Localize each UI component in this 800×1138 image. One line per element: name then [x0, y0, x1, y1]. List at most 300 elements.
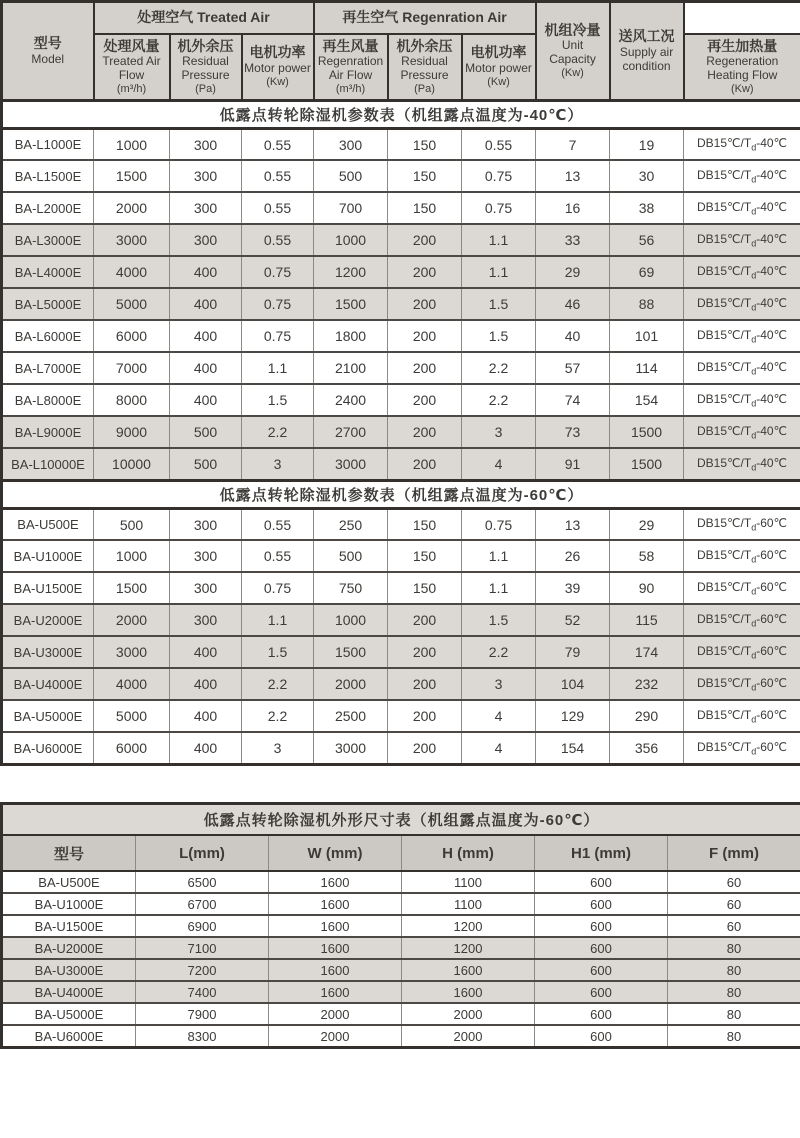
column-header — [242, 34, 314, 101]
column-header-unit: (Pa) — [195, 82, 216, 95]
table-row — [2, 256, 800, 288]
column-header-zh: 电机功率 — [249, 44, 306, 61]
dimension-column-header: 型号 — [2, 835, 136, 871]
value-cell: 0.75 — [462, 160, 536, 192]
value-cell: 104 — [536, 668, 610, 700]
supply-post: -40℃ — [756, 232, 788, 247]
value-cell: 1200 — [402, 915, 535, 937]
value-cell: 30 — [610, 160, 684, 192]
value-cell: 500 — [170, 448, 242, 480]
supply-subscript: d — [751, 462, 757, 473]
value-cell: 7200 — [136, 959, 269, 981]
column-header-zh: 再生风量 — [322, 37, 379, 54]
table-row — [2, 915, 800, 937]
column-header — [94, 34, 170, 101]
model-cell: BA-U500E — [2, 871, 136, 893]
value-cell: 1000 — [314, 604, 388, 636]
value-cell: 1.1 — [242, 604, 314, 636]
supply-condition-cell — [684, 508, 800, 540]
table-row — [2, 288, 800, 320]
value-cell: 1500 — [314, 636, 388, 668]
value-cell: 60 — [668, 871, 800, 893]
model-cell: BA-L9000E — [2, 416, 94, 448]
model-cell: BA-L3000E — [2, 224, 94, 256]
value-cell: 400 — [170, 352, 242, 384]
model-cell: BA-L4000E — [2, 256, 94, 288]
supply-subscript: d — [751, 142, 757, 153]
value-cell: 2000 — [314, 668, 388, 700]
supply-subscript: d — [751, 554, 757, 565]
value-cell: 1500 — [94, 160, 170, 192]
column-header — [388, 34, 462, 101]
table-row — [2, 448, 800, 480]
table-row — [2, 508, 800, 540]
table-row — [2, 636, 800, 668]
spec-table-body — [2, 100, 800, 764]
model-cell: BA-U1500E — [2, 915, 136, 937]
value-cell: 400 — [170, 636, 242, 668]
value-cell: 400 — [170, 700, 242, 732]
table-row — [2, 604, 800, 636]
model-cell: BA-U500E — [2, 508, 94, 540]
supply-subscript: d — [751, 618, 757, 629]
table-row — [2, 540, 800, 572]
value-cell: 1500 — [610, 448, 684, 480]
value-cell: 0.55 — [242, 540, 314, 572]
value-cell: 52 — [536, 604, 610, 636]
supply-pre: DB15℃/T — [697, 328, 752, 343]
value-cell: 750 — [314, 572, 388, 604]
value-cell: 1.5 — [462, 320, 536, 352]
column-header-unit: (Kw) — [487, 75, 510, 88]
unit-capacity-en: Unit Capacity — [549, 38, 596, 67]
value-cell: 56 — [610, 224, 684, 256]
model-cell: BA-L5000E — [2, 288, 94, 320]
value-cell: 3000 — [94, 636, 170, 668]
value-cell: 2.2 — [462, 384, 536, 416]
supply-post: -60℃ — [756, 739, 788, 754]
supply-post: -40℃ — [756, 424, 788, 439]
value-cell: 150 — [388, 128, 462, 160]
dimension-title-row — [2, 803, 800, 835]
model-cell: BA-U5000E — [2, 1003, 136, 1025]
supply-condition-cell — [684, 540, 800, 572]
supply-post: -40℃ — [756, 168, 788, 183]
value-cell: 101 — [610, 320, 684, 352]
supply-condition-en: Supply air condition — [619, 44, 674, 73]
value-cell: 600 — [535, 1025, 668, 1047]
column-header-en: Residual Pressure — [400, 54, 449, 82]
model-cell: BA-L7000E — [2, 352, 94, 384]
value-cell: 0.75 — [462, 508, 536, 540]
section-title-row — [2, 480, 800, 508]
supply-pre: DB15℃/T — [697, 200, 752, 215]
value-cell: 39 — [536, 572, 610, 604]
table-row — [2, 959, 800, 981]
supply-subscript: d — [751, 430, 757, 441]
unit-capacity-unit: (Kw) — [561, 66, 584, 79]
value-cell: 600 — [535, 1003, 668, 1025]
column-header-unit: (Pa) — [414, 82, 435, 95]
value-cell: 29 — [610, 508, 684, 540]
value-cell: 200 — [388, 416, 462, 448]
value-cell: 1600 — [269, 959, 402, 981]
supply-subscript: d — [751, 366, 757, 377]
value-cell: 400 — [170, 668, 242, 700]
table-row — [2, 981, 800, 1003]
supply-pre: DB15℃/T — [697, 296, 752, 311]
supply-condition-cell — [684, 416, 800, 448]
table-row — [2, 320, 800, 352]
value-cell: 600 — [535, 915, 668, 937]
group-header-regeneration-air — [314, 2, 536, 34]
value-cell: 13 — [536, 160, 610, 192]
model-column-header — [2, 2, 94, 101]
supply-condition-cell — [684, 160, 800, 192]
value-cell: 200 — [388, 448, 462, 480]
dimension-table-title: 低露点转轮除湿机外形尺寸表（机组露点温度为-60℃） — [2, 803, 800, 835]
section-title-row — [2, 100, 800, 128]
value-cell: 0.55 — [242, 192, 314, 224]
value-cell: 1.1 — [462, 540, 536, 572]
value-cell: 91 — [536, 448, 610, 480]
value-cell: 300 — [170, 508, 242, 540]
supply-subscript: d — [751, 302, 757, 313]
column-header-unit: (Kw) — [266, 75, 289, 88]
value-cell: 7 — [536, 128, 610, 160]
column-header-zh: 机外余压 — [177, 37, 234, 54]
value-cell: 5000 — [94, 288, 170, 320]
column-header-zh: 处理风量 — [103, 37, 160, 54]
value-cell: 88 — [610, 288, 684, 320]
supply-subscript: d — [751, 682, 757, 693]
value-cell: 0.55 — [242, 508, 314, 540]
value-cell: 400 — [170, 288, 242, 320]
value-cell: 13 — [536, 508, 610, 540]
table-row — [2, 1003, 800, 1025]
value-cell: 58 — [610, 540, 684, 572]
value-cell: 6700 — [136, 893, 269, 915]
supply-post: -40℃ — [756, 200, 788, 215]
table-row — [2, 732, 800, 764]
value-cell: 4 — [462, 448, 536, 480]
model-cell: BA-U1000E — [2, 540, 94, 572]
value-cell: 0.75 — [462, 192, 536, 224]
section-title: 低露点转轮除湿机参数表（机组露点温度为-40℃） — [2, 100, 800, 128]
spec-header-row-1 — [2, 2, 800, 34]
value-cell: 1500 — [94, 572, 170, 604]
value-cell: 0.75 — [242, 288, 314, 320]
value-cell: 1600 — [402, 959, 535, 981]
dimension-table — [0, 802, 800, 1049]
supply-pre: DB15℃/T — [697, 612, 752, 627]
table-row — [2, 160, 800, 192]
value-cell: 2000 — [402, 1003, 535, 1025]
value-cell: 4000 — [94, 256, 170, 288]
value-cell: 0.75 — [242, 320, 314, 352]
supply-pre: DB15℃/T — [697, 392, 752, 407]
value-cell: 80 — [668, 981, 800, 1003]
table-row — [2, 700, 800, 732]
supply-subscript: d — [751, 650, 757, 661]
value-cell: 1000 — [94, 128, 170, 160]
group-header-regeneration-air-label: 再生空气 Regenration Air — [342, 9, 507, 25]
spec-table-header — [2, 2, 800, 101]
table-row — [2, 893, 800, 915]
value-cell: 40 — [536, 320, 610, 352]
supply-condition-zh: 送风工况 — [618, 28, 675, 45]
supply-post: -40℃ — [756, 296, 788, 311]
value-cell: 3 — [462, 668, 536, 700]
supply-pre: DB15℃/T — [697, 360, 752, 375]
supply-subscript: d — [751, 522, 757, 533]
value-cell: 7900 — [136, 1003, 269, 1025]
value-cell: 114 — [610, 352, 684, 384]
value-cell: 0.75 — [242, 256, 314, 288]
supply-pre: DB15℃/T — [697, 232, 752, 247]
model-cell: BA-L6000E — [2, 320, 94, 352]
supply-condition-cell — [684, 192, 800, 224]
value-cell: 79 — [536, 636, 610, 668]
supply-pre: DB15℃/T — [697, 644, 752, 659]
value-cell: 1200 — [402, 937, 535, 959]
value-cell: 7100 — [136, 937, 269, 959]
model-cell: BA-U3000E — [2, 636, 94, 668]
value-cell: 2000 — [402, 1025, 535, 1047]
value-cell: 4000 — [94, 668, 170, 700]
value-cell: 74 — [536, 384, 610, 416]
unit-capacity-column-header — [536, 2, 610, 101]
value-cell: 232 — [610, 668, 684, 700]
value-cell: 300 — [170, 192, 242, 224]
value-cell: 1.1 — [462, 224, 536, 256]
supply-condition-cell — [684, 224, 800, 256]
supply-condition-cell — [684, 732, 800, 764]
value-cell: 2.2 — [242, 416, 314, 448]
supply-pre: DB15℃/T — [697, 676, 752, 691]
supply-subscript: d — [751, 586, 757, 597]
value-cell: 69 — [610, 256, 684, 288]
supply-condition-cell — [684, 604, 800, 636]
model-cell: BA-L8000E — [2, 384, 94, 416]
value-cell: 154 — [610, 384, 684, 416]
value-cell: 2700 — [314, 416, 388, 448]
value-cell: 1.5 — [462, 288, 536, 320]
column-header-en: Motor power — [244, 60, 311, 75]
value-cell: 73 — [536, 416, 610, 448]
value-cell: 1000 — [314, 224, 388, 256]
value-cell: 3 — [462, 416, 536, 448]
value-cell: 38 — [610, 192, 684, 224]
value-cell: 33 — [536, 224, 610, 256]
value-cell: 6000 — [94, 732, 170, 764]
value-cell: 80 — [668, 1025, 800, 1047]
value-cell: 1.1 — [462, 256, 536, 288]
value-cell: 3000 — [314, 448, 388, 480]
supply-post: -40℃ — [756, 136, 788, 151]
value-cell: 2000 — [269, 1025, 402, 1047]
supply-post: -60℃ — [756, 612, 788, 627]
column-header-en: Regeneration Heating Flow — [706, 54, 779, 82]
value-cell: 6900 — [136, 915, 269, 937]
supply-subscript: d — [751, 270, 757, 281]
supply-condition-cell — [684, 288, 800, 320]
value-cell: 3 — [242, 448, 314, 480]
dimension-table-body — [2, 803, 800, 1047]
dimension-column-header: F (mm) — [668, 835, 800, 871]
supply-post: -60℃ — [756, 516, 788, 531]
column-header-en: Motor power — [465, 60, 532, 75]
value-cell: 200 — [388, 224, 462, 256]
group-header-treated-air-label: 处理空气 Treated Air — [137, 9, 270, 25]
column-header — [462, 34, 536, 101]
value-cell: 200 — [388, 320, 462, 352]
value-cell: 1.5 — [462, 604, 536, 636]
value-cell: 16 — [536, 192, 610, 224]
value-cell: 300 — [170, 540, 242, 572]
model-cell: BA-U6000E — [2, 1025, 136, 1047]
value-cell: 600 — [535, 959, 668, 981]
value-cell: 2.2 — [462, 352, 536, 384]
value-cell: 1.1 — [242, 352, 314, 384]
supply-pre: DB15℃/T — [697, 548, 752, 563]
value-cell: 290 — [610, 700, 684, 732]
value-cell: 2000 — [94, 604, 170, 636]
supply-condition-cell — [684, 668, 800, 700]
value-cell: 356 — [610, 732, 684, 764]
supply-post: -60℃ — [756, 580, 788, 595]
value-cell: 1100 — [402, 893, 535, 915]
value-cell: 2000 — [269, 1003, 402, 1025]
value-cell: 150 — [388, 508, 462, 540]
model-cell: BA-U1500E — [2, 572, 94, 604]
supply-post: -60℃ — [756, 644, 788, 659]
value-cell: 600 — [535, 937, 668, 959]
value-cell: 60 — [668, 915, 800, 937]
supply-subscript: d — [751, 174, 757, 185]
value-cell: 200 — [388, 668, 462, 700]
column-header — [684, 34, 800, 101]
column-header-unit: (m³/h) — [116, 82, 147, 95]
value-cell: 700 — [314, 192, 388, 224]
value-cell: 3 — [242, 732, 314, 764]
value-cell: 2100 — [314, 352, 388, 384]
value-cell: 500 — [314, 540, 388, 572]
value-cell: 1.5 — [242, 636, 314, 668]
value-cell: 1.1 — [462, 572, 536, 604]
model-cell: BA-U4000E — [2, 981, 136, 1003]
value-cell: 0.75 — [242, 572, 314, 604]
value-cell: 2.2 — [242, 668, 314, 700]
value-cell: 1800 — [314, 320, 388, 352]
supply-subscript: d — [751, 334, 757, 345]
table-row — [2, 192, 800, 224]
value-cell: 600 — [535, 871, 668, 893]
model-cell: BA-L2000E — [2, 192, 94, 224]
value-cell: 0.55 — [242, 128, 314, 160]
unit-capacity-zh: 机组冷量 — [544, 21, 601, 38]
value-cell: 300 — [170, 572, 242, 604]
value-cell: 7000 — [94, 352, 170, 384]
supply-post: -40℃ — [756, 455, 788, 470]
supply-post: -40℃ — [756, 328, 788, 343]
column-header-zh: 再生加热量 — [707, 37, 778, 54]
value-cell: 200 — [388, 384, 462, 416]
supply-condition-cell — [684, 128, 800, 160]
value-cell: 1600 — [402, 981, 535, 1003]
supply-pre: DB15℃/T — [697, 708, 752, 723]
section-title: 低露点转轮除湿机参数表（机组露点温度为-60℃） — [2, 480, 800, 508]
value-cell: 2000 — [94, 192, 170, 224]
value-cell: 0.55 — [242, 160, 314, 192]
value-cell: 19 — [610, 128, 684, 160]
supply-pre: DB15℃/T — [697, 455, 752, 470]
value-cell: 1.5 — [242, 384, 314, 416]
supply-condition-cell — [684, 352, 800, 384]
dimension-column-header: L(mm) — [136, 835, 269, 871]
value-cell: 600 — [535, 981, 668, 1003]
column-header-en: Residual Pressure — [181, 54, 230, 82]
table-row — [2, 384, 800, 416]
column-header-zh: 机外余压 — [396, 37, 453, 54]
value-cell: 150 — [388, 160, 462, 192]
value-cell: 1600 — [269, 981, 402, 1003]
value-cell: 4 — [462, 700, 536, 732]
supply-condition-cell — [684, 700, 800, 732]
value-cell: 1500 — [314, 288, 388, 320]
value-cell: 90 — [610, 572, 684, 604]
value-cell: 29 — [536, 256, 610, 288]
supply-post: -60℃ — [756, 676, 788, 691]
value-cell: 174 — [610, 636, 684, 668]
table-row — [2, 937, 800, 959]
supply-pre: DB15℃/T — [697, 580, 752, 595]
value-cell: 1600 — [269, 871, 402, 893]
value-cell: 500 — [170, 416, 242, 448]
value-cell: 300 — [170, 604, 242, 636]
model-cell: BA-U4000E — [2, 668, 94, 700]
column-header-zh: 电机功率 — [470, 44, 527, 61]
table-row — [2, 352, 800, 384]
value-cell: 200 — [388, 700, 462, 732]
supply-condition-cell — [684, 448, 800, 480]
model-cell: BA-U2000E — [2, 604, 94, 636]
model-header-en: Model — [31, 51, 65, 66]
table-row — [2, 128, 800, 160]
supply-subscript: d — [751, 714, 757, 725]
value-cell: 2500 — [314, 700, 388, 732]
supply-condition-cell — [684, 384, 800, 416]
model-cell: BA-U5000E — [2, 700, 94, 732]
model-header-zh: 型号 — [33, 35, 62, 52]
value-cell: 1500 — [610, 416, 684, 448]
dimension-column-header: W (mm) — [269, 835, 402, 871]
table-row — [2, 668, 800, 700]
value-cell: 1600 — [269, 893, 402, 915]
value-cell: 2400 — [314, 384, 388, 416]
value-cell: 2.2 — [462, 636, 536, 668]
value-cell: 200 — [388, 732, 462, 764]
supply-subscript: d — [751, 238, 757, 249]
value-cell: 400 — [170, 320, 242, 352]
model-cell: BA-L10000E — [2, 448, 94, 480]
table-row — [2, 1025, 800, 1047]
value-cell: 6500 — [136, 871, 269, 893]
value-cell: 7400 — [136, 981, 269, 1003]
value-cell: 1000 — [94, 540, 170, 572]
column-header — [170, 34, 242, 101]
column-header-en: Regenration Air Flow — [317, 54, 384, 82]
